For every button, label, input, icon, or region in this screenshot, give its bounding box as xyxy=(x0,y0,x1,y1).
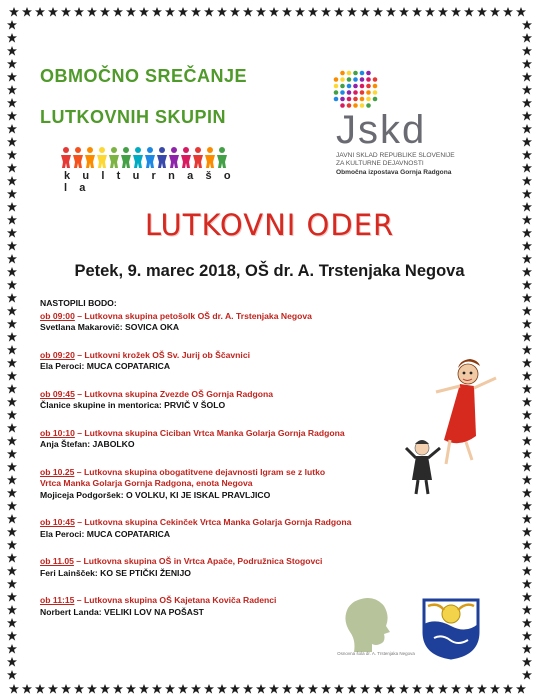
municipal-crest xyxy=(420,596,482,660)
jskd-dots-icon xyxy=(330,68,390,112)
jskd-wordmark: Jskd xyxy=(336,108,427,152)
entry-group: – Lutkovna skupina OŠ in Vrtca Apače, Podružnica Stogovci xyxy=(73,556,323,566)
entry-author-title: Feri Lainšček: KO SE PTIČKI ŽENIJO xyxy=(40,567,191,578)
entry-time: ob 10:45 xyxy=(40,517,75,527)
program-entry xyxy=(40,389,370,412)
entry-time: ob 11.05 xyxy=(40,556,74,566)
entry-group: – Lutkovna skupina petošolk OŠ dr. A. Trstenjaka Negova xyxy=(74,310,312,321)
entry-time: ob 10:10 xyxy=(40,427,75,438)
entry-group: – Lutkovna skupina Zvezde OŠ Gornja Radgona xyxy=(74,388,274,399)
jskd-line-1: JAVNI SKLAD REPUBLIKE SLOVENIJE xyxy=(336,152,455,159)
entry-time: ob 10.25 xyxy=(40,466,75,477)
program-entry xyxy=(40,350,370,373)
entry-group: – Lutkovna skupina obogatitvene dejavnosti Igram se z lutko xyxy=(74,466,326,477)
entry-author-title: Anja Štefan: JABOLKO xyxy=(40,439,135,449)
entry-author-title: Svetlana Makarovič: SOVICA OKA xyxy=(40,322,180,332)
program-entry xyxy=(40,595,370,618)
program-entry xyxy=(40,517,370,540)
program-entry xyxy=(40,467,370,502)
entry-author-title: Ela Peroci: MUCA COPATARICA xyxy=(40,528,171,539)
entry-author-title: Ela Peroci: MUCA COPATARICA xyxy=(40,361,171,371)
jskd-line-2: ZA KULTURNE DEJAVNOSTI xyxy=(336,160,424,167)
headline: LUTKOVNI ODER xyxy=(144,208,395,242)
school-caption: Osnovna šola dr. A. Trstenjaka Negova xyxy=(337,651,415,656)
title-line-1: OBMOČNO SREČANJE xyxy=(40,66,248,86)
entry-group: – Lutkovna skupina OŠ Kajetana Koviča Radenci xyxy=(74,595,277,605)
program-entry xyxy=(40,311,370,334)
jskd-logo xyxy=(326,68,506,178)
entry-author-title: Norbert Landa: VELIKI LOV NA POŠAST xyxy=(40,606,204,617)
entry-time: ob 09:45 xyxy=(40,388,75,399)
event-date-location: Petek, 9. marec 2018, OŠ dr. A. Trstenjaka Negova xyxy=(74,262,465,280)
entry-time: ob 09:20 xyxy=(40,349,75,360)
program-intro: NASTOPILI BODO: xyxy=(40,298,117,308)
jskd-line-3: Območna izpostava Gornja Radgona xyxy=(336,169,452,176)
puppet-illustration xyxy=(400,352,510,502)
program-entry xyxy=(40,556,370,579)
entry-author-title: Mojiceja Podgoršek: O VOLKU, KI JE ISKAL PRAVLJICO xyxy=(40,489,271,500)
entry-time: ob 09:00 xyxy=(40,310,75,321)
program-entry xyxy=(40,428,370,451)
entry-group: – Lutkovna skupina Cekinček Vrtca Manka Golarja Gornja Radgona xyxy=(74,517,352,527)
entry-author-title: Članice skupine in mentorica: PRVIČ V ŠOLO xyxy=(40,400,226,410)
entry-group-continued: Vrtca Manka Golarja Gornja Radgona, enota Negova xyxy=(40,478,253,488)
title-line-2: LUTKOVNIH SKUPIN xyxy=(40,107,227,127)
program-list xyxy=(40,298,370,634)
entry-time: ob 11:15 xyxy=(40,595,75,605)
kulturna-sola-text: k u l t u r n a š o l a xyxy=(64,170,236,194)
kulturna-sola-logo xyxy=(60,146,240,194)
people-row-icon xyxy=(60,146,240,170)
entry-group: – Lutkovni krožek OŠ Sv. Jurij ob Ščavnici xyxy=(74,349,250,360)
entry-group: – Lutkovna skupina Ciciban Vrtca Manka Golarja Gornja Radgona xyxy=(74,427,345,438)
